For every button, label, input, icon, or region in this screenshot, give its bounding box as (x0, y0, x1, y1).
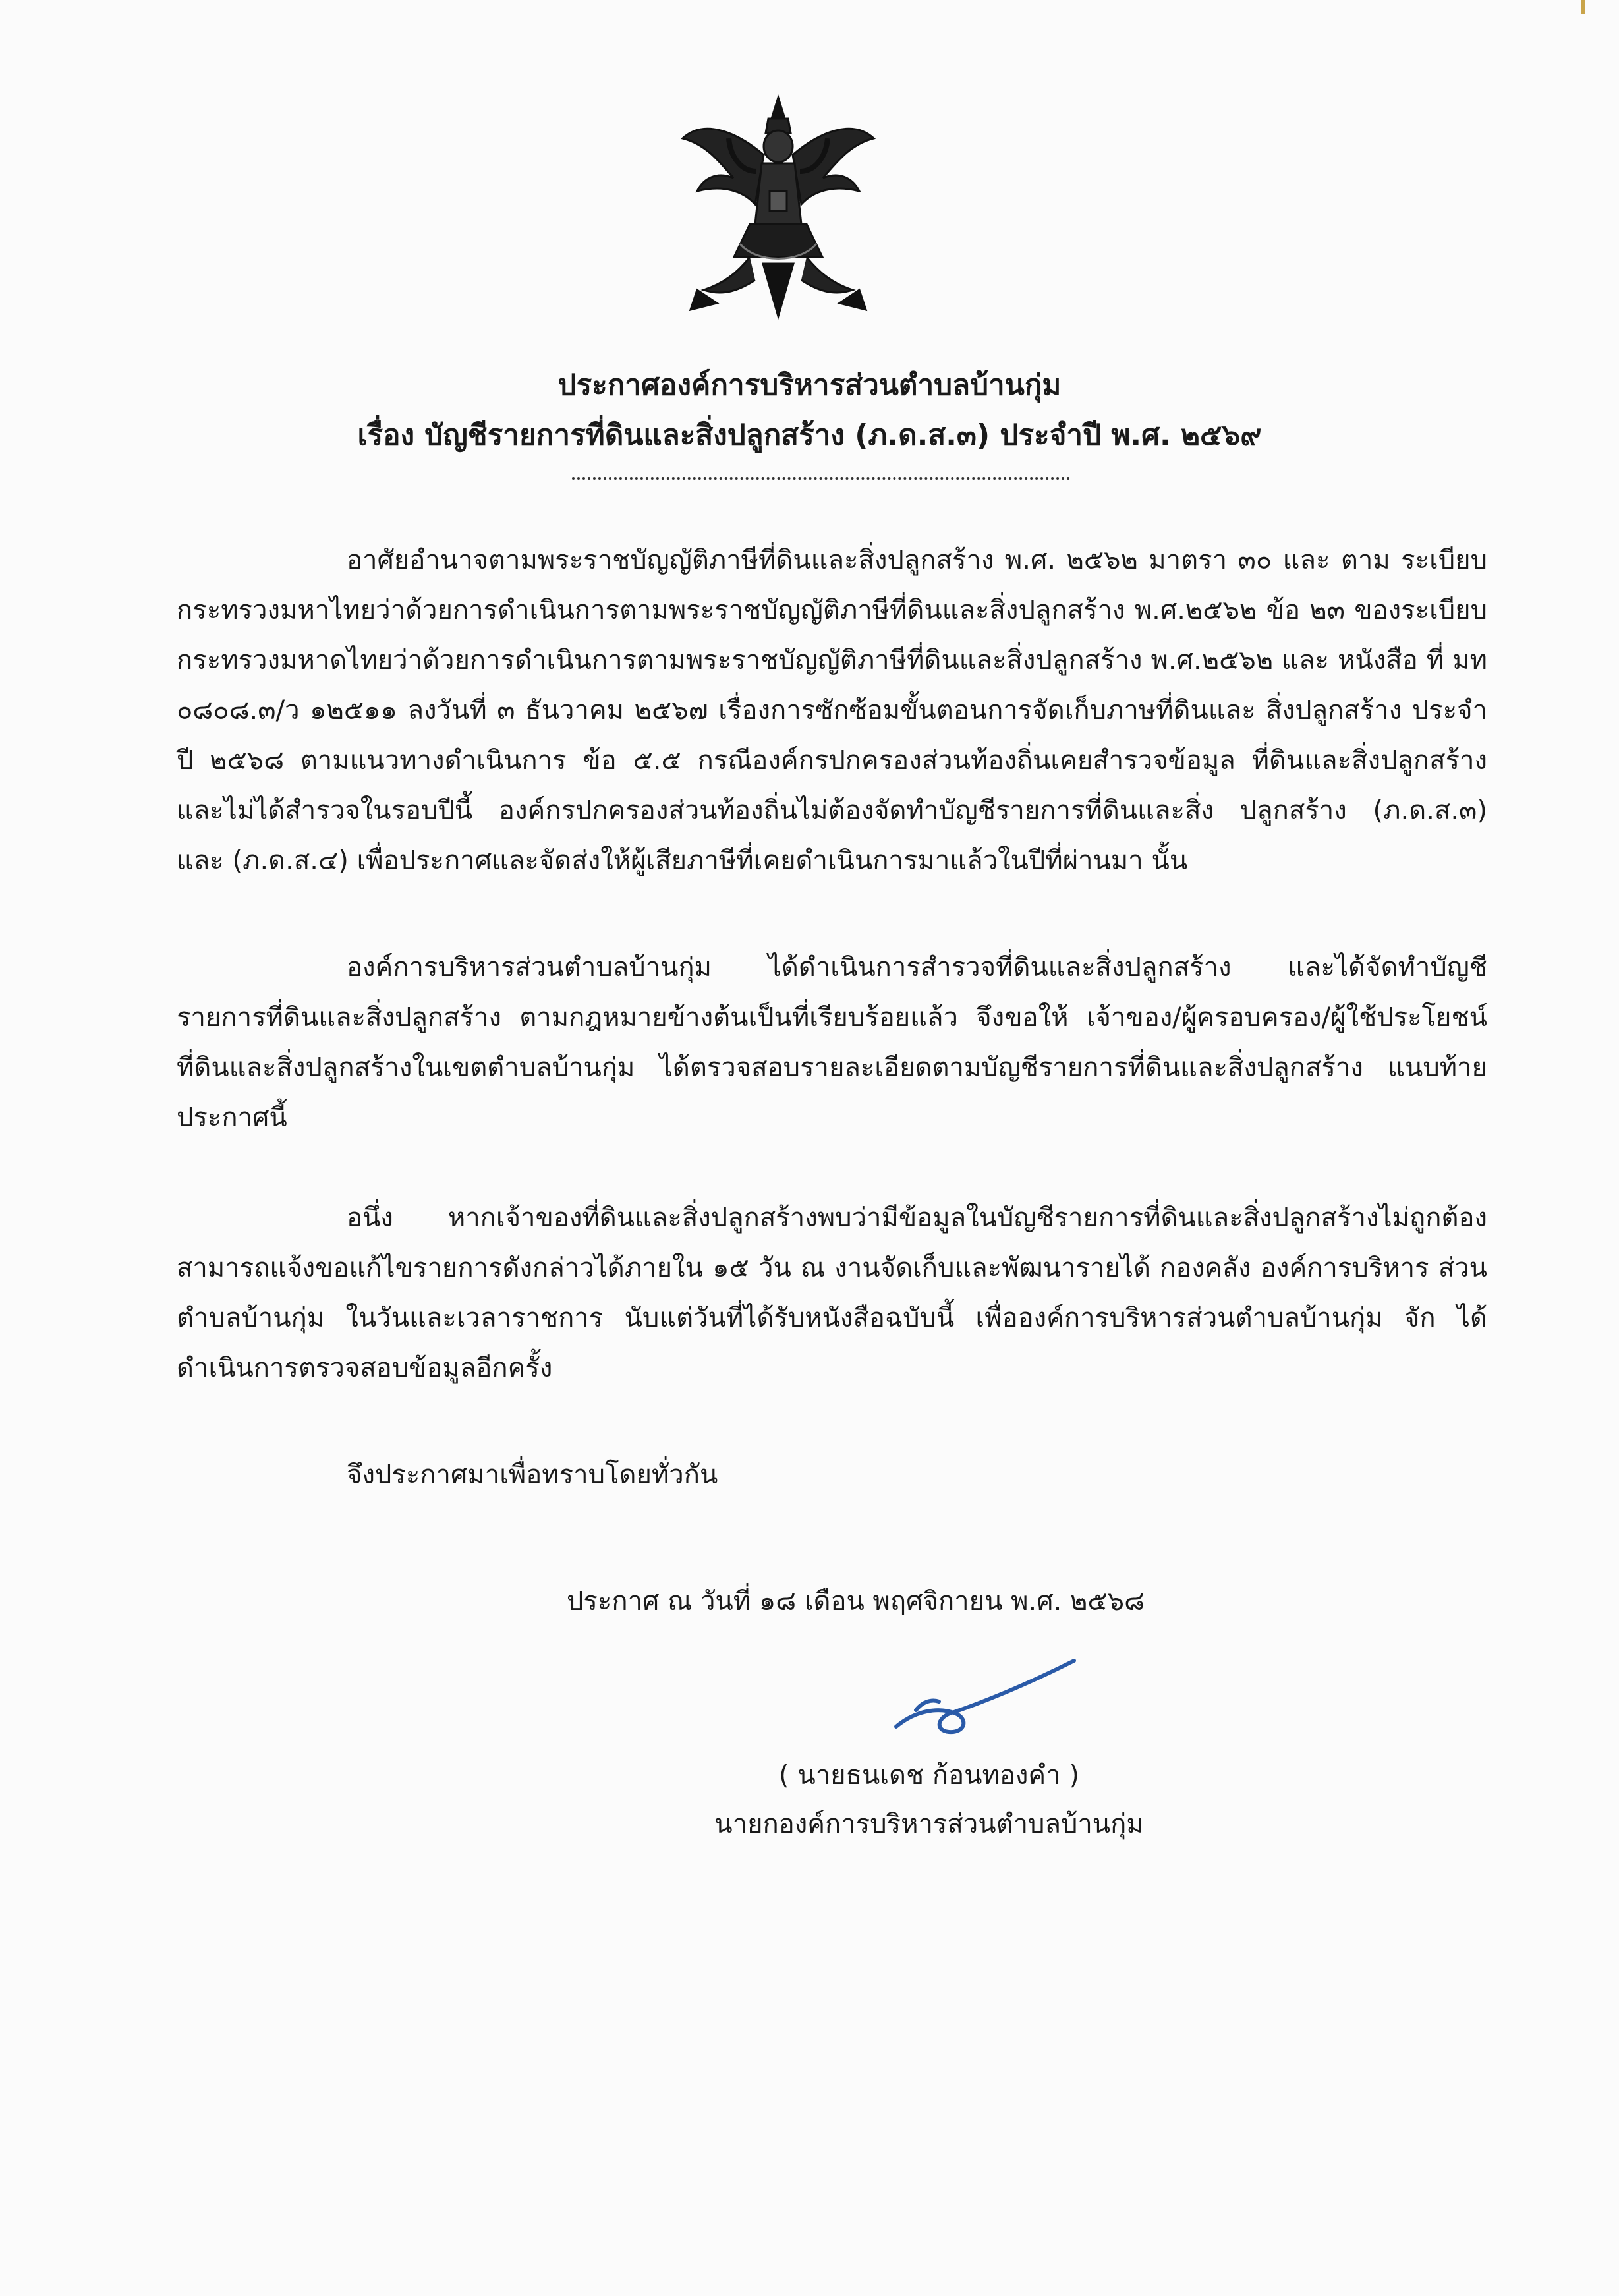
closing-paragraph: จึงประกาศมาเพื่อทราบโดยทั่วกัน (347, 1460, 718, 1490)
scan-edge-mark (1581, 0, 1585, 14)
signer-position: นายกองค์การบริหารส่วนตำบลบ้านกุ่ม (714, 1809, 1144, 1839)
announcement-title: ประกาศองค์การบริหารส่วนตำบลบ้านกุ่ม (557, 368, 1062, 402)
signer-name: ( นายธนเดช ก้อนทองคำ ) (779, 1760, 1079, 1791)
body-paragraph-3: อนึ่ง หากเจ้าของที่ดินและสิ่งปลูกสร้างพบว่ามีข้อมูลในบัญชีรายการที่ดินและสิ่งปลูกสร้างไม่ถูกต้อง สามารถแจ้งขอแก้ไขรายการดังกล่าวได้ภายใน ๑๕ วัน ณ งานจัดเก็บและพัฒนารายได้ กองคลัง องค์การบริหาร ส่วนตำบลบ้านกุ่ม ในวันและเวลาราชการ นับแต่วันที่ได้รับหนังสือฉบับนี้ เพื่อองค์การบริหารส่วนตำบลบ้านกุ่ม จัก ได้ดำเนินการตรวจสอบข้อมูลอีกครั้ง (177, 1203, 1487, 1383)
dotted-divider (572, 477, 1070, 480)
garuda-emblem-icon (677, 92, 879, 330)
announcement-date: ประกาศ ณ วันที่ ๑๘ เดือน พฤศจิกายน พ.ศ. ๒๕๖๘ (567, 1586, 1145, 1617)
body-paragraph-1: อาศัยอำนาจตามพระราชบัญญัติภาษีที่ดินและสิ่งปลูกสร้าง พ.ศ. ๒๕๖๒ มาตรา ๓๐ และ ตาม ระเบียบกระทรวงมหาไทยว่าด้วยการดำเนินการตามพระราชบัญญัติภาษีที่ดินและสิ่งปลูกสร้าง พ.ศ.๒๕๖๒ ข้อ ๒๓ ของระเบียบกระทรวงมหาดไทยว่าด้วยการดำเนินการตามพระราชบัญญัติภาษีที่ดินและสิ่งปลูกสร้าง พ.ศ.๒๕๖๒ และ หนังสือ ที่ มท ๐๘๐๘.๓/ว ๑๒๕๑๑ ลงวันที่ ๓ ธันวาคม ๒๕๖๗ เรื่องการซักซ้อมขั้นตอนการจัดเก็บภาษที่ดินและ สิ่งปลูกสร้าง ประจำปี ๒๕๖๘ ตามแนวทางดำเนินการ ข้อ ๕.๕ กรณีองค์กรปกครองส่วนท้องถิ่นเคยสำรวจข้อมูล ที่ดินและสิ่งปลูกสร้าง และไม่ได้สำรวจในรอบปีนี้ องค์กรปกครองส่วนท้องถิ่นไม่ต้องจัดทำบัญชีรายการที่ดินและสิ่ง ปลูกสร้าง (ภ.ด.ส.๓) และ (ภ.ด.ส.๔) เพื่อประกาศและจัดส่งให้ผู้เสียภาษีที่เคยดำเนินการมาแล้วในปีที่ผ่านมา นั้น (177, 545, 1487, 876)
handwritten-signature (876, 1648, 1087, 1746)
body-paragraph-2: องค์การบริหารส่วนตำบลบ้านกุ่ม ได้ดำเนินการสำรวจที่ดินและสิ่งปลูกสร้าง และได้จัดทำบัญชี รายการที่ดินและสิ่งปลูกสร้าง ตามกฎหมายข้างต้นเป็นที่เรียบร้อยแล้ว จึงขอให้ เจ้าของ/ผู้ครอบครอง/ผู้ใช้ประโยชน์ ที่ดินและสิ่งปลูกสร้างในเขตตำบลบ้านกุ่ม ได้ตรวจสอบรายละเอียดตามบัญชีรายการที่ดินและสิ่งปลูกสร้าง แนบท้าย ประกาศนี้ (177, 952, 1487, 1133)
announcement-subject: เรื่อง บัญชีรายการที่ดินและสิ่งปลูกสร้าง (ภ.ด.ส.๓) ประจำปี พ.ศ. ๒๕๖๙ (357, 418, 1262, 452)
